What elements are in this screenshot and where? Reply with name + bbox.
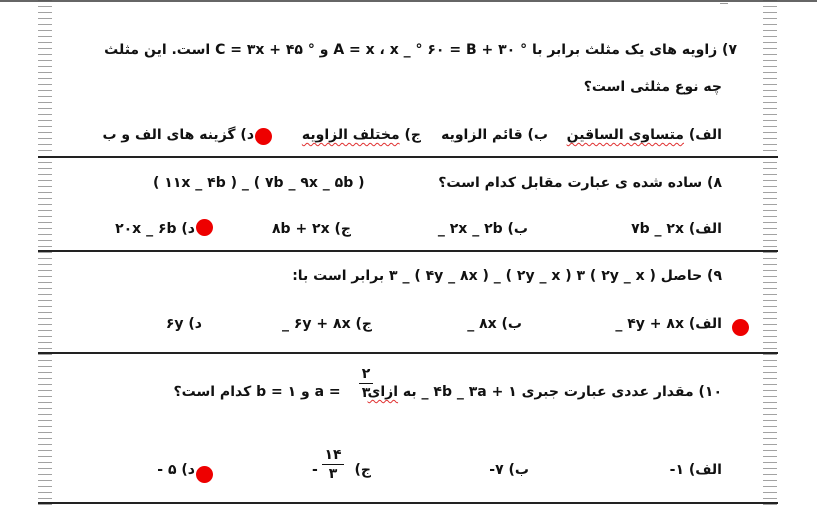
q8-option-d: د) ۲۰x _ ۶b [115, 221, 195, 237]
separator-q7-q8 [38, 156, 778, 158]
q10-fraction-numerator: ۲ [361, 366, 371, 382]
q9-option-c: ج) ۶y + ۸x _ [282, 316, 372, 332]
q7-option-c-word: مختلف الزاویه [301, 127, 400, 143]
q10-option-c-numerator: ۱۴ [324, 447, 342, 463]
separator-q9-q10 [38, 352, 778, 354]
q10-option-c-denominator: ۳ [328, 466, 338, 482]
q10-fraction [359, 366, 373, 401]
q7-option-a-word: متساوی الساقین [566, 127, 684, 143]
q7-option-b: ب) قائم الزاویه [441, 127, 548, 143]
q10-answer-dot [196, 466, 213, 483]
q7-answer-dot [255, 128, 272, 145]
q10-option-c-fraction [322, 447, 344, 482]
q10-option-a: الف) ۱- [669, 462, 722, 478]
q9-answer-dot [732, 319, 749, 336]
q8-expression: ( ۷b _ ۹x _ ۵b ) _ ( ۱۱x _ ۴b ) [153, 175, 365, 191]
q10-option-c-sign: - [312, 462, 318, 478]
page-bottom-border [38, 502, 778, 504]
page-corner-mark [720, 0, 728, 4]
q9-option-a: الف) ۴y + ۸x _ [615, 316, 722, 332]
q9-question: ۹) حاصل ( ۲y _ x ) ۳ _ ( ۴y _ ۸x ) _ ( ۲y _ x ) ۳ برابر است با: [292, 268, 722, 284]
q8-option-a: الف) ۷b _ ۲x [631, 221, 722, 237]
left-border-decoration [38, 0, 52, 509]
q7-line2: چه نوع مثلثی است؟ [583, 79, 722, 95]
q7-option-a: الف) متساوی الساقین [566, 127, 722, 143]
q7-option-c: ج) مختلف الزاویه [301, 127, 421, 143]
q8-option-b: ب) ۲x _ ۲b _ [437, 221, 528, 237]
separator-q8-q9 [38, 250, 778, 252]
q7-line1: ۷) زاویه های یک مثلث برابر با ° ۳۰ + A = x ، x _ ° ۶۰ = B و ° ۴۵ + C = ۳x است. این مثلث [104, 42, 737, 58]
q9-option-b: ب) ۸x _ [467, 316, 522, 332]
q8-question: ۸) ساده شده ی عبارت مقابل کدام است؟ [438, 175, 722, 191]
right-border-decoration [763, 0, 777, 509]
q10-fraction-denominator: ۳ [361, 385, 371, 401]
q8-answer-dot [196, 219, 213, 236]
q10-option-d: د) ۵ - [157, 462, 195, 478]
q10-wavy-word: ازای [367, 384, 399, 400]
q9-option-d: د) ۶y [165, 316, 202, 332]
q8-option-c: ج) ۸b + ۲x [272, 221, 351, 237]
q10-option-b: ب) ۷- [489, 462, 529, 478]
q10-question: ۱۰) مقدار عددی عبارت جبری ۱ + ۴b _ ۳a _ به ازای = a و ۱ = b کدام است؟ [173, 384, 722, 400]
q10-option-c-label: ج) [354, 462, 371, 478]
page-top-border [0, 0, 817, 2]
q7-option-d: د) گزینه های الف و ب [102, 127, 254, 143]
